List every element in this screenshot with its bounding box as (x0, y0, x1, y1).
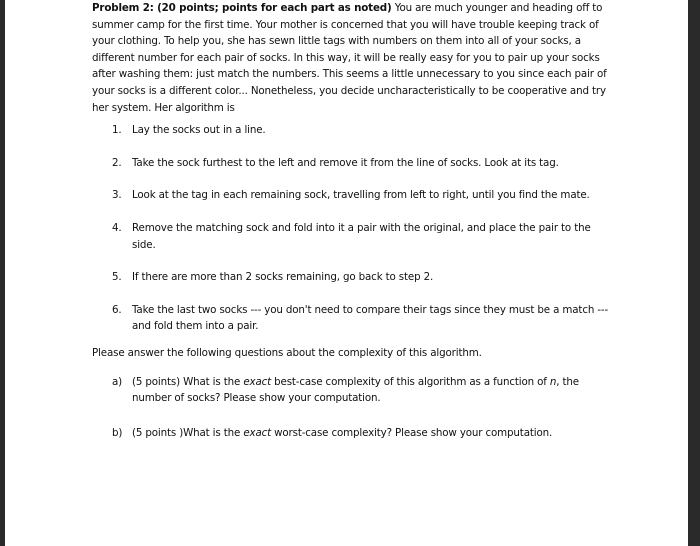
problem-document (92, 0, 612, 441)
problem-intro (92, 0, 612, 116)
step-text: Take the sock furthest to the left and remove it from the line of socks. Look at its tag. (132, 156, 559, 169)
step-number: 6. (112, 303, 122, 316)
part-a-post: , the number of socks? Please show your computation. (132, 375, 579, 405)
question-parts (92, 374, 612, 442)
step-text: If there are more than 2 socks remaining, go back to step 2. (132, 271, 434, 284)
step-item (92, 302, 612, 335)
question-part-b (92, 425, 612, 442)
part-label: a) (112, 375, 123, 388)
right-border (688, 0, 700, 546)
step-item (92, 220, 612, 253)
step-number: 2. (112, 156, 122, 169)
step-text: Take the last two socks --- you don't need to compare their tags since they must be a match --- and fold them into a pair. (132, 303, 609, 333)
algorithm-steps (92, 122, 612, 335)
part-a-pre: (5 points) What is the (132, 375, 244, 388)
part-b-post: worst-case complexity? Please show your computation. (271, 426, 553, 439)
step-number: 5. (112, 271, 122, 284)
step-item (92, 122, 612, 139)
step-number: 1. (112, 124, 122, 137)
step-number: 3. (112, 189, 122, 202)
step-text: Remove the matching sock and fold into it a pair with the original, and place the pair to the side. (132, 221, 591, 251)
step-number: 4. (112, 221, 122, 234)
step-text: Look at the tag in each remaining sock, travelling from left to right, until you find the mate. (132, 189, 590, 202)
question-part-a (92, 374, 612, 407)
part-label: b) (112, 426, 123, 439)
step-item (92, 155, 612, 172)
left-border (0, 0, 5, 546)
part-b-emphasis: exact (243, 426, 271, 439)
part-b-pre: (5 points )What is the (132, 426, 244, 439)
problem-intro-text: You are much younger and heading off to summer camp for the first time. Your mother is concerned that you will have trouble keeping track of your clothing. To help you, she has sewn little tags with numbers on them into all of your socks, a different number for each pair of socks. In this way, it will be really easy for you to pair up your socks after washing them: just match the numbers. This seems a little unnecessary to you since each pair of your socks is a different color... Nonetheless, you decide uncharacteristically to be cooperative and try her system. Her algorithm is (92, 2, 607, 114)
problem-heading: Problem 2: (20 points; points for each part as noted) (92, 2, 392, 14)
step-item (92, 269, 612, 286)
part-a-mid: best-case complexity of this algorithm as a function of (271, 375, 550, 388)
questions-intro: Please answer the following questions about the complexity of this algorithm. (92, 346, 482, 359)
step-text: Lay the socks out in a line. (132, 124, 266, 137)
part-a-emphasis: exact (243, 375, 271, 388)
step-item (92, 187, 612, 204)
part-a-variable: n (549, 375, 557, 388)
